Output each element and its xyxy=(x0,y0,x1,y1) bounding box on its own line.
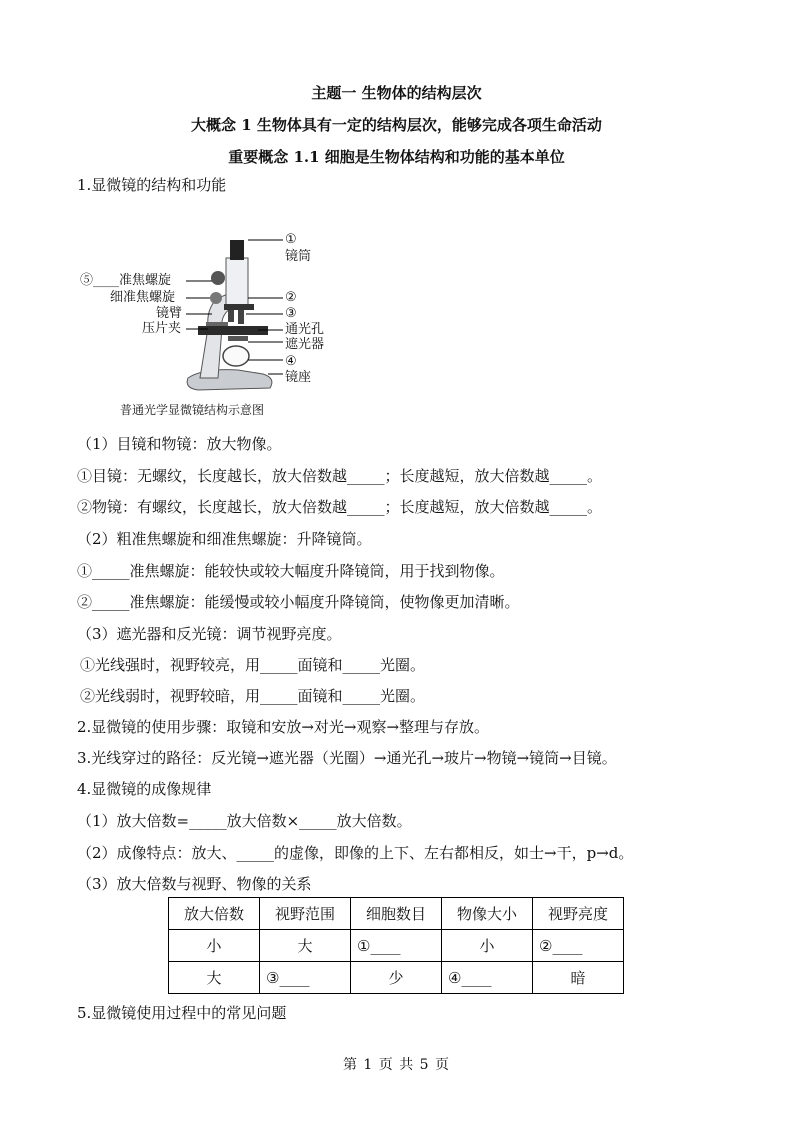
line-coarse: ①_____准焦螺旋：能较快或较大幅度升降镜筒，用于找到物像。 xyxy=(77,562,505,580)
table-cell: 小 xyxy=(169,930,260,962)
label-2: ② xyxy=(285,290,297,305)
label-fine-knob: 细准焦螺旋 xyxy=(110,290,176,305)
table-header-cell: 放大倍数 xyxy=(169,898,260,930)
table-cell: 大 xyxy=(169,962,260,994)
figure-caption: 普通光学显微镜结构示意图 xyxy=(120,403,265,417)
label-3: ③ xyxy=(285,306,297,321)
line-eyepiece: ①目镜：无螺纹，长度越长，放大倍数越_____；长度越短，放大倍数越_____。 xyxy=(77,467,603,485)
table-row xyxy=(169,930,624,962)
line-1-1: （1）目镜和物镜：放大物像。 xyxy=(77,435,282,453)
table-header-cell: 细胞数目 xyxy=(351,898,442,930)
section-3-title: 3.光线穿过的路径：反光镜→遮光器（光圈）→通光孔→玻片→物镜→镜筒→目镜。 xyxy=(77,749,617,767)
key-concept-heading: 重要概念 1.1 细胞是生物体结构和功能的基本单位 xyxy=(228,148,565,166)
table-cell: 暗 xyxy=(533,962,624,994)
label-base: 镜座 xyxy=(285,370,312,385)
section-2-title: 2.显微镜的使用步骤：取镜和安放→对光→观察→整理与存放。 xyxy=(77,718,490,736)
line-4-3: （3）放大倍数与视野、物像的关系 xyxy=(77,875,312,893)
line-4-2: （2）成像特点：放大、_____的虚像，即像的上下、左右都相反，如士→干，p→d。 xyxy=(77,844,634,862)
table-header-row xyxy=(169,898,624,930)
microscope-figure xyxy=(78,228,348,423)
big-concept-heading: 大概念 1 生物体具有一定的结构层次，能够完成各项生命活动 xyxy=(191,116,602,134)
table-cell: 大 xyxy=(260,930,351,962)
table-cell: 少 xyxy=(351,962,442,994)
label-clip: 压片夹 xyxy=(142,321,182,336)
line-4-1: （1）放大倍数=_____放大倍数×_____放大倍数。 xyxy=(77,812,412,830)
label-4: ④ xyxy=(285,354,297,369)
table-header-cell: 物像大小 xyxy=(442,898,533,930)
section-4-title: 4.显微镜的成像规律 xyxy=(77,780,212,798)
label-coarse-knob: ⑤____准焦螺旋 xyxy=(80,273,172,288)
line-1-2: （2）粗准焦螺旋和细准焦螺旋：升降镜筒。 xyxy=(77,530,372,548)
section-1-title: 1.显微镜的结构和功能 xyxy=(77,176,227,194)
table-cell: 小 xyxy=(442,930,533,962)
label-tube: 镜筒 xyxy=(285,249,312,264)
label-diaphragm: 遮光器 xyxy=(285,337,325,352)
table-cell: ②____ xyxy=(533,930,624,962)
table-cell: ③____ xyxy=(260,962,351,994)
line-strong-light: ①光线强时，视野较亮，用_____面镜和_____光圈。 xyxy=(80,656,426,674)
line-objective: ②物镜：有螺纹，长度越长，放大倍数越_____；长度越短，放大倍数越_____。 xyxy=(77,498,603,516)
line-fine: ②_____准焦螺旋：能缓慢或较小幅度升降镜筒，使物像更加清晰。 xyxy=(77,593,520,611)
label-stage-hole: 通光孔 xyxy=(285,322,325,337)
table-cell: ①____ xyxy=(351,930,442,962)
line-weak-light: ②光线弱时，视野较暗，用_____面镜和_____光圈。 xyxy=(80,687,426,705)
magnification-table xyxy=(168,897,624,994)
label-arm: 镜臂 xyxy=(156,306,183,321)
table-header-cell: 视野亮度 xyxy=(533,898,624,930)
table-row xyxy=(169,962,624,994)
theme-heading: 主题一 生物体的结构层次 xyxy=(311,84,482,102)
line-1-3: （3）遮光器和反光镜：调节视野亮度。 xyxy=(77,625,342,643)
table-header-cell: 视野范围 xyxy=(260,898,351,930)
label-eyepiece-number: ① xyxy=(285,232,297,247)
table-cell: ④____ xyxy=(442,962,533,994)
section-5-title: 5.显微镜使用过程中的常见问题 xyxy=(77,1004,287,1022)
page-footer: 第 1 页 共 5 页 xyxy=(342,1057,451,1073)
